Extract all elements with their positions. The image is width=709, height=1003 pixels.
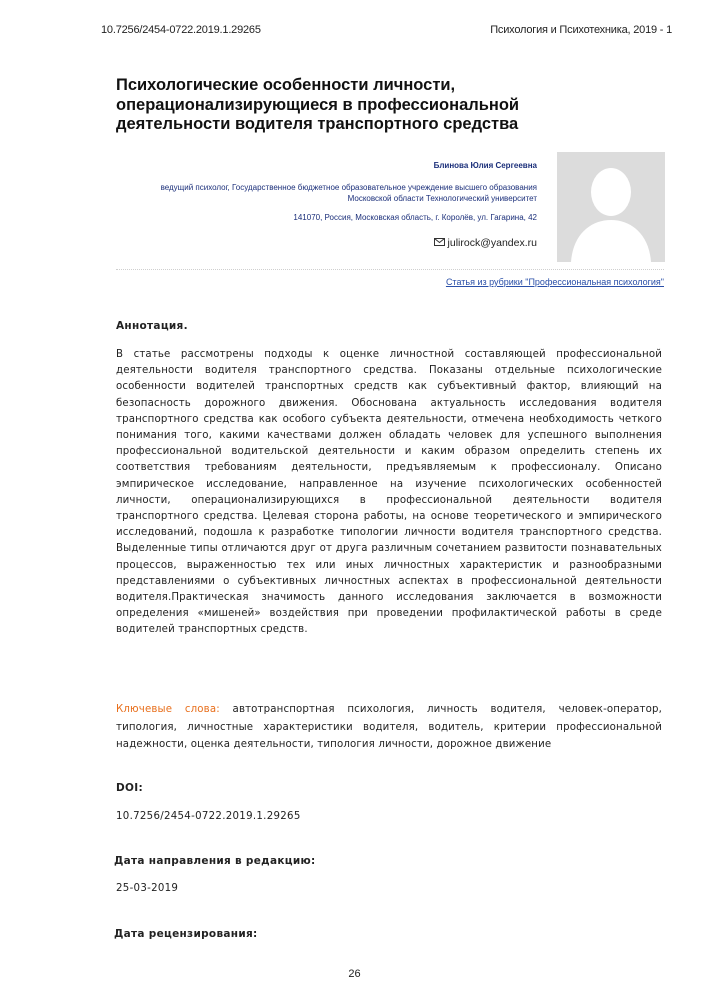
header-doi: 10.7256/2454-0722.2019.1.29265 [101, 24, 261, 36]
author-photo [557, 152, 665, 262]
doi-label: DOI: [116, 782, 143, 794]
reviewed-label: Дата рецензирования: [114, 928, 258, 940]
abstract-heading: Аннотация. [116, 320, 188, 332]
author-position-line2: Московской области Технологический университет [347, 194, 537, 203]
article-title: Психологические особенности личности, операционализирующиеся в профессиональной деятельности водителя транспортного средства [116, 76, 520, 133]
author-name[interactable]: Блинова Юлия Сергеевна [433, 161, 537, 170]
submitted-value: 25-03-2019 [116, 883, 179, 894]
abstract-text: В статье рассмотрены подходы к оценке личностной составляющей профессиональной деятельности водителя транспортного средства. Показаны отдельные психологические особенности водителей транспортных средств как субъективный фактор, влияющий на безопасность дорожного движения. Обоснована актуальность исследования водителя транспортного средства как особого субъекта деятельности, отмечена необходимость четкого понимания того, какими качествами должен обладать человек для успешного выполнения профессиональной водительской деятельности и каким образом определить степень их соответствия требованиям деятельности, предъявляемым к профессионалу. Описано эмпирическое исследование, направленное на изучение психологических особенностей личности, операционализирующихся в профессиональной деятельности водителя транспортного средства. Целевая сторона работы, на основе теоретического и эмпирического исследований, подошла к разработке типологии личности водителя транспортного средства. Выделенные типы отличаются друг от друга различным сочетанием развитости познавательных процессов, выраженностью тех или иных личностных характеристик и разнообразными представлениями о субъективных личностных аспектах в профессиональной деятельности водителя.Практическая значимость данного исследования заключается в возможности определения «мишеней» воздействия при проведении профилактической работы в среде водителей транспортных средств. [116, 349, 662, 636]
author-address: 141070, Россия, Московская область, г. Королёв, ул. Гагарина, 42 [293, 213, 537, 222]
doi-value: 10.7256/2454-0722.2019.1.29265 [116, 811, 301, 822]
author-email-row[interactable] [434, 237, 537, 249]
rubric-link[interactable]: Статья из рубрики "Профессиональная психология" [445, 277, 664, 287]
header-journal: Психология и Психотехника, 2019 - 1 [490, 24, 672, 36]
person-silhouette-icon [557, 152, 665, 262]
envelope-icon [434, 237, 445, 249]
keywords-block [116, 701, 662, 754]
keywords-text: автотранспортная психология, личность водителя, человек-оператор, типология, личностные характеристики водителя, водитель, критерии профессиональной надежности, оценка деятельности, типология личности, дорожное движение [116, 704, 662, 750]
divider [116, 269, 664, 270]
submitted-label: Дата направления в редакцию: [114, 855, 316, 867]
author-email[interactable]: julirock@yandex.ru [447, 237, 537, 249]
keywords-label: Ключевые слова: [116, 704, 220, 715]
author-position-line1: ведущий психолог, Государственное бюджетное образовательное учреждение высшего образования [160, 183, 537, 192]
page-number: 26 [348, 968, 361, 980]
